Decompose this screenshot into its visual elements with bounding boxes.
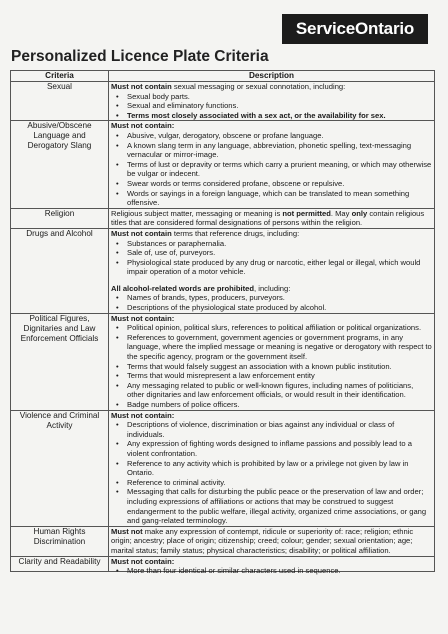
row-lead: Must not contain: (111, 313, 175, 323)
list-item: • Abusive, vulgar, derogatory, obscene or profane language. (127, 131, 432, 141)
list-item: • Descriptions of the physiological state produced by alcohol. (127, 303, 432, 313)
description-cell: Religious subject matter, messaging or meaning is not permitted. May only contain religious titles that are considered formal designations of persons within the religion. (109, 208, 435, 228)
table-row (11, 526, 435, 556)
list-item: • Terms of lust or depravity or terms which carry a prurient meaning, or which may otherwise be vulgar or indecent. (127, 160, 432, 179)
list-item: • Descriptions of violence, discrimination or bias against any individual or class of individuals. (127, 420, 432, 439)
bullet-list (111, 566, 432, 576)
description-cell: Must not make any expression of contempt, ridicule or superiority of: race; religion; ethnic origin; ancestry; place of origin; citizenship; creed; colour; gender; sexual orientation; age; marital status; family status; physical characteristics; disability; or political affiliation. (109, 526, 435, 556)
table-row (11, 410, 435, 526)
criteria-cell: Human Rights Discrimination (11, 526, 109, 556)
criteria-cell: Political Figures, Dignitaries and Law Enforcement Officials (11, 313, 109, 410)
description-cell (109, 410, 435, 526)
table-row (11, 228, 435, 313)
list-item: • Messaging that calls for disturbing the public peace or the preservation of law and order; including expressions of affiliations or actions that may be construed to suggest endangerment to the public welfare, illegal activity, organized crime associations, or gang and gang-related terminology. (127, 487, 432, 525)
list-item: • More than four identical or similar characters used in sequence. (127, 566, 432, 576)
table-row (11, 556, 435, 571)
description-cell (109, 228, 435, 313)
list-item: • Substances or paraphernalia. (127, 239, 432, 249)
criteria-table (10, 70, 435, 576)
criteria-cell: Abusive/Obscene Language and Derogatory Slang (11, 121, 109, 208)
list-item: • Sale of, use of, purveyors. (127, 248, 432, 258)
row-lead: Must not contain: (111, 121, 175, 131)
bullet-list (111, 420, 432, 526)
table-header-row (11, 71, 435, 82)
list-item: • Any expression of fighting words designed to inflame passions and possibly lead to a violent confrontation. (127, 439, 432, 458)
row-lead: Must not contain: (111, 410, 175, 420)
list-item: • Any messaging related to public or well-known figures, including names of politicians, other dignitaries and law enforcement officials, or would result in their identification. (127, 381, 432, 400)
list-item: • Reference to any activity which is prohibited by law or a privilege not given by law in Ontario. (127, 459, 432, 478)
list-item: • Terms that would falsely suggest an association with a known public institution. (127, 362, 432, 372)
bullet-list (111, 131, 432, 208)
column-header-criteria: Criteria (11, 71, 109, 82)
criteria-cell: Clarity and Readability (11, 556, 109, 571)
serviceontario-logo: ServiceOntario (282, 14, 428, 44)
list-item: • Political opinion, political slurs, references to political affiliation or political organizations. (127, 323, 432, 333)
row-lead: Must not contain terms that reference drugs, including: (111, 228, 300, 238)
bullet-list (111, 239, 432, 277)
list-item: • Words or sayings in a foreign language, which can be translated to mean something offensive. (127, 189, 432, 208)
list-item: • Swear words or terms considered profane, obscene or repulsive. (127, 179, 432, 189)
criteria-cell: Religion (11, 208, 109, 228)
description-cell (109, 82, 435, 121)
list-item: • A known slang term in any language, abbreviation, phonetic spelling, text-messaging vernacular or mirror-image. (127, 141, 432, 160)
description-cell (109, 556, 435, 576)
criteria-cell: Violence and Criminal Activity (11, 410, 109, 526)
row-lead: Must not contain sexual messaging or sexual connotation, including: (111, 82, 346, 91)
list-item: • Badge numbers of police officers. (127, 400, 432, 410)
row-lead: Must not contain: (111, 556, 175, 566)
list-item: • Sexual and eliminatory functions. (127, 101, 432, 111)
column-header-description: Description (109, 71, 435, 82)
list-item: • Reference to criminal activity. (127, 478, 432, 488)
list-item: • Terms most closely associated with a sex act, or the availability for sex. (127, 111, 432, 121)
bullet-list (111, 323, 432, 409)
document-title: Personalized Licence Plate Criteria (11, 48, 269, 65)
table-row (11, 208, 435, 228)
table-row (11, 121, 435, 208)
list-item: • References to government, government agencies or government programs, in any language, where the implied message or meaning is negative or derogatory with respect to the specific agency, program or the government itself. (127, 333, 432, 362)
table-row (11, 313, 435, 410)
criteria-cell: Sexual (11, 82, 109, 121)
bullet-list (111, 293, 432, 312)
description-cell (109, 313, 435, 410)
criteria-cell: Drugs and Alcohol (11, 228, 109, 313)
table-row (11, 82, 435, 121)
row-lead-alcohol: All alcohol-related words are prohibited, including: (111, 283, 291, 293)
list-item: • Names of brands, types, producers, purveyors. (127, 293, 432, 303)
list-item: • Sexual body parts. (127, 92, 432, 102)
description-cell (109, 121, 435, 208)
bullet-list (111, 92, 432, 121)
list-item: • Physiological state produced by any drug or narcotic, either legal or illegal, which would impair operation of a motor vehicle. (127, 258, 432, 277)
list-item: • Terms that would misrepresent a law enforcement entity (127, 371, 432, 381)
